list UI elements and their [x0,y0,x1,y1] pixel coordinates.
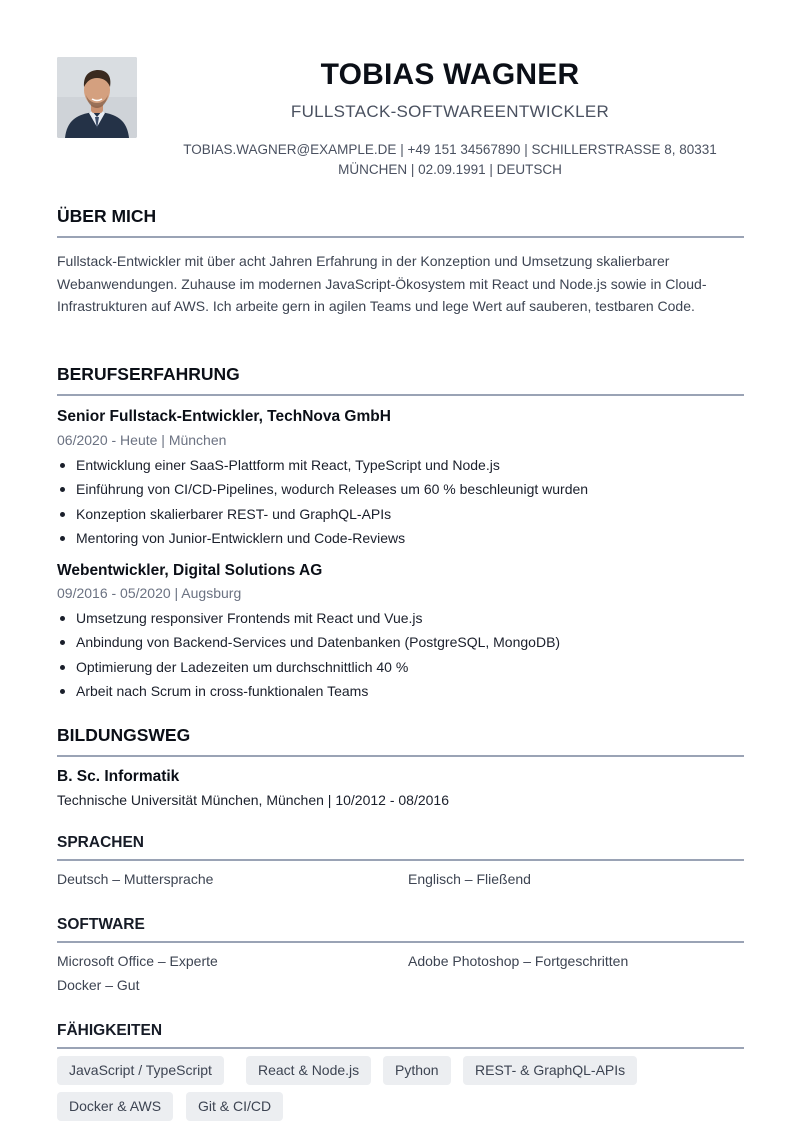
job-1-title: Senior Fullstack-Entwickler, TechNova GmbH [57,408,391,425]
section-heading-experience: BERUFSERFAHRUNG [57,364,744,396]
section-heading-about: ÜBER MICH [57,206,744,238]
job-title-headline: FULLSTACK-SOFTWAREENTWICKLER [290,102,610,121]
contact-line-1: TOBIAS.WAGNER@EXAMPLE.DE | +49 151 34567890 | SCHILLERSTRASSE 8, 80331 [183,142,717,157]
education-degree: B. Sc. Informatik [57,768,180,785]
section-heading-languages: SPRACHEN [57,834,744,861]
list-item: Anbindung von Backend-Services und Datenbanken (PostgreSQL, MongoDB) [57,630,744,654]
list-item: Einführung von CI/CD-Pipelines, wodurch Releases um 60 % beschleunigt wurden [57,477,744,501]
skill-chip: Git & CI/CD [186,1092,283,1121]
section-heading-software: SOFTWARE [57,916,744,943]
job-2-meta: 09/2016 - 05/2020 | Augsburg [57,585,242,601]
profile-photo [57,57,137,138]
language-item: Deutsch – Muttersprache [57,871,214,887]
job-1-bullets [57,453,744,550]
skill-chip: JavaScript / TypeScript [57,1056,224,1085]
software-item: Adobe Photoshop – Fortgeschritten [408,953,629,969]
skill-chip: React & Node.js [246,1056,371,1085]
software-item: Microsoft Office – Experte [57,953,218,969]
contact-info [150,140,750,180]
language-item: Englisch – Fließend [408,871,531,887]
list-item: Konzeption skalierbarer REST- und GraphQL-APIs [57,502,744,526]
about-text: Fullstack-Entwickler mit über acht Jahren Erfahrung in der Konzeption und Umsetzung skalierbarer Webanwendungen. Zuhause im modernen JavaScript-Ökosystem mit React und Node.js sowie in Cloud-Infrastrukturen auf AWS. Ich arbeite gern in agilen Teams und lege Wert auf sauberen, testbaren Code. [57,253,707,315]
skill-chip: Python [383,1056,451,1085]
section-heading-skills: FÄHIGKEITEN [57,1022,744,1049]
software-item: Docker – Gut [57,977,140,993]
contact-line-2: MÜNCHEN | 02.09.1991 | DEUTSCH [338,162,562,177]
section-heading-education: BILDUNGSWEG [57,725,744,757]
list-item: Mentoring von Junior-Entwicklern und Code-Reviews [57,526,744,550]
list-item: Entwicklung einer SaaS-Plattform mit React, TypeScript und Node.js [57,453,744,477]
job-1-meta: 06/2020 - Heute | München [57,432,227,448]
education-meta: Technische Universität München, München | 10/2012 - 08/2016 [57,792,449,808]
job-2-title: Webentwickler, Digital Solutions AG [57,562,323,579]
skill-chip: REST- & GraphQL-APIs [463,1056,637,1085]
list-item: Umsetzung responsiver Frontends mit React und Vue.js [57,606,744,630]
skill-chip: Docker & AWS [57,1092,173,1121]
job-2-bullets [57,606,744,703]
list-item: Arbeit nach Scrum in cross-funktionalen Teams [57,679,744,703]
candidate-name: TOBIAS WAGNER [320,58,580,91]
list-item: Optimierung der Ladezeiten um durchschnittlich 40 % [57,655,744,679]
